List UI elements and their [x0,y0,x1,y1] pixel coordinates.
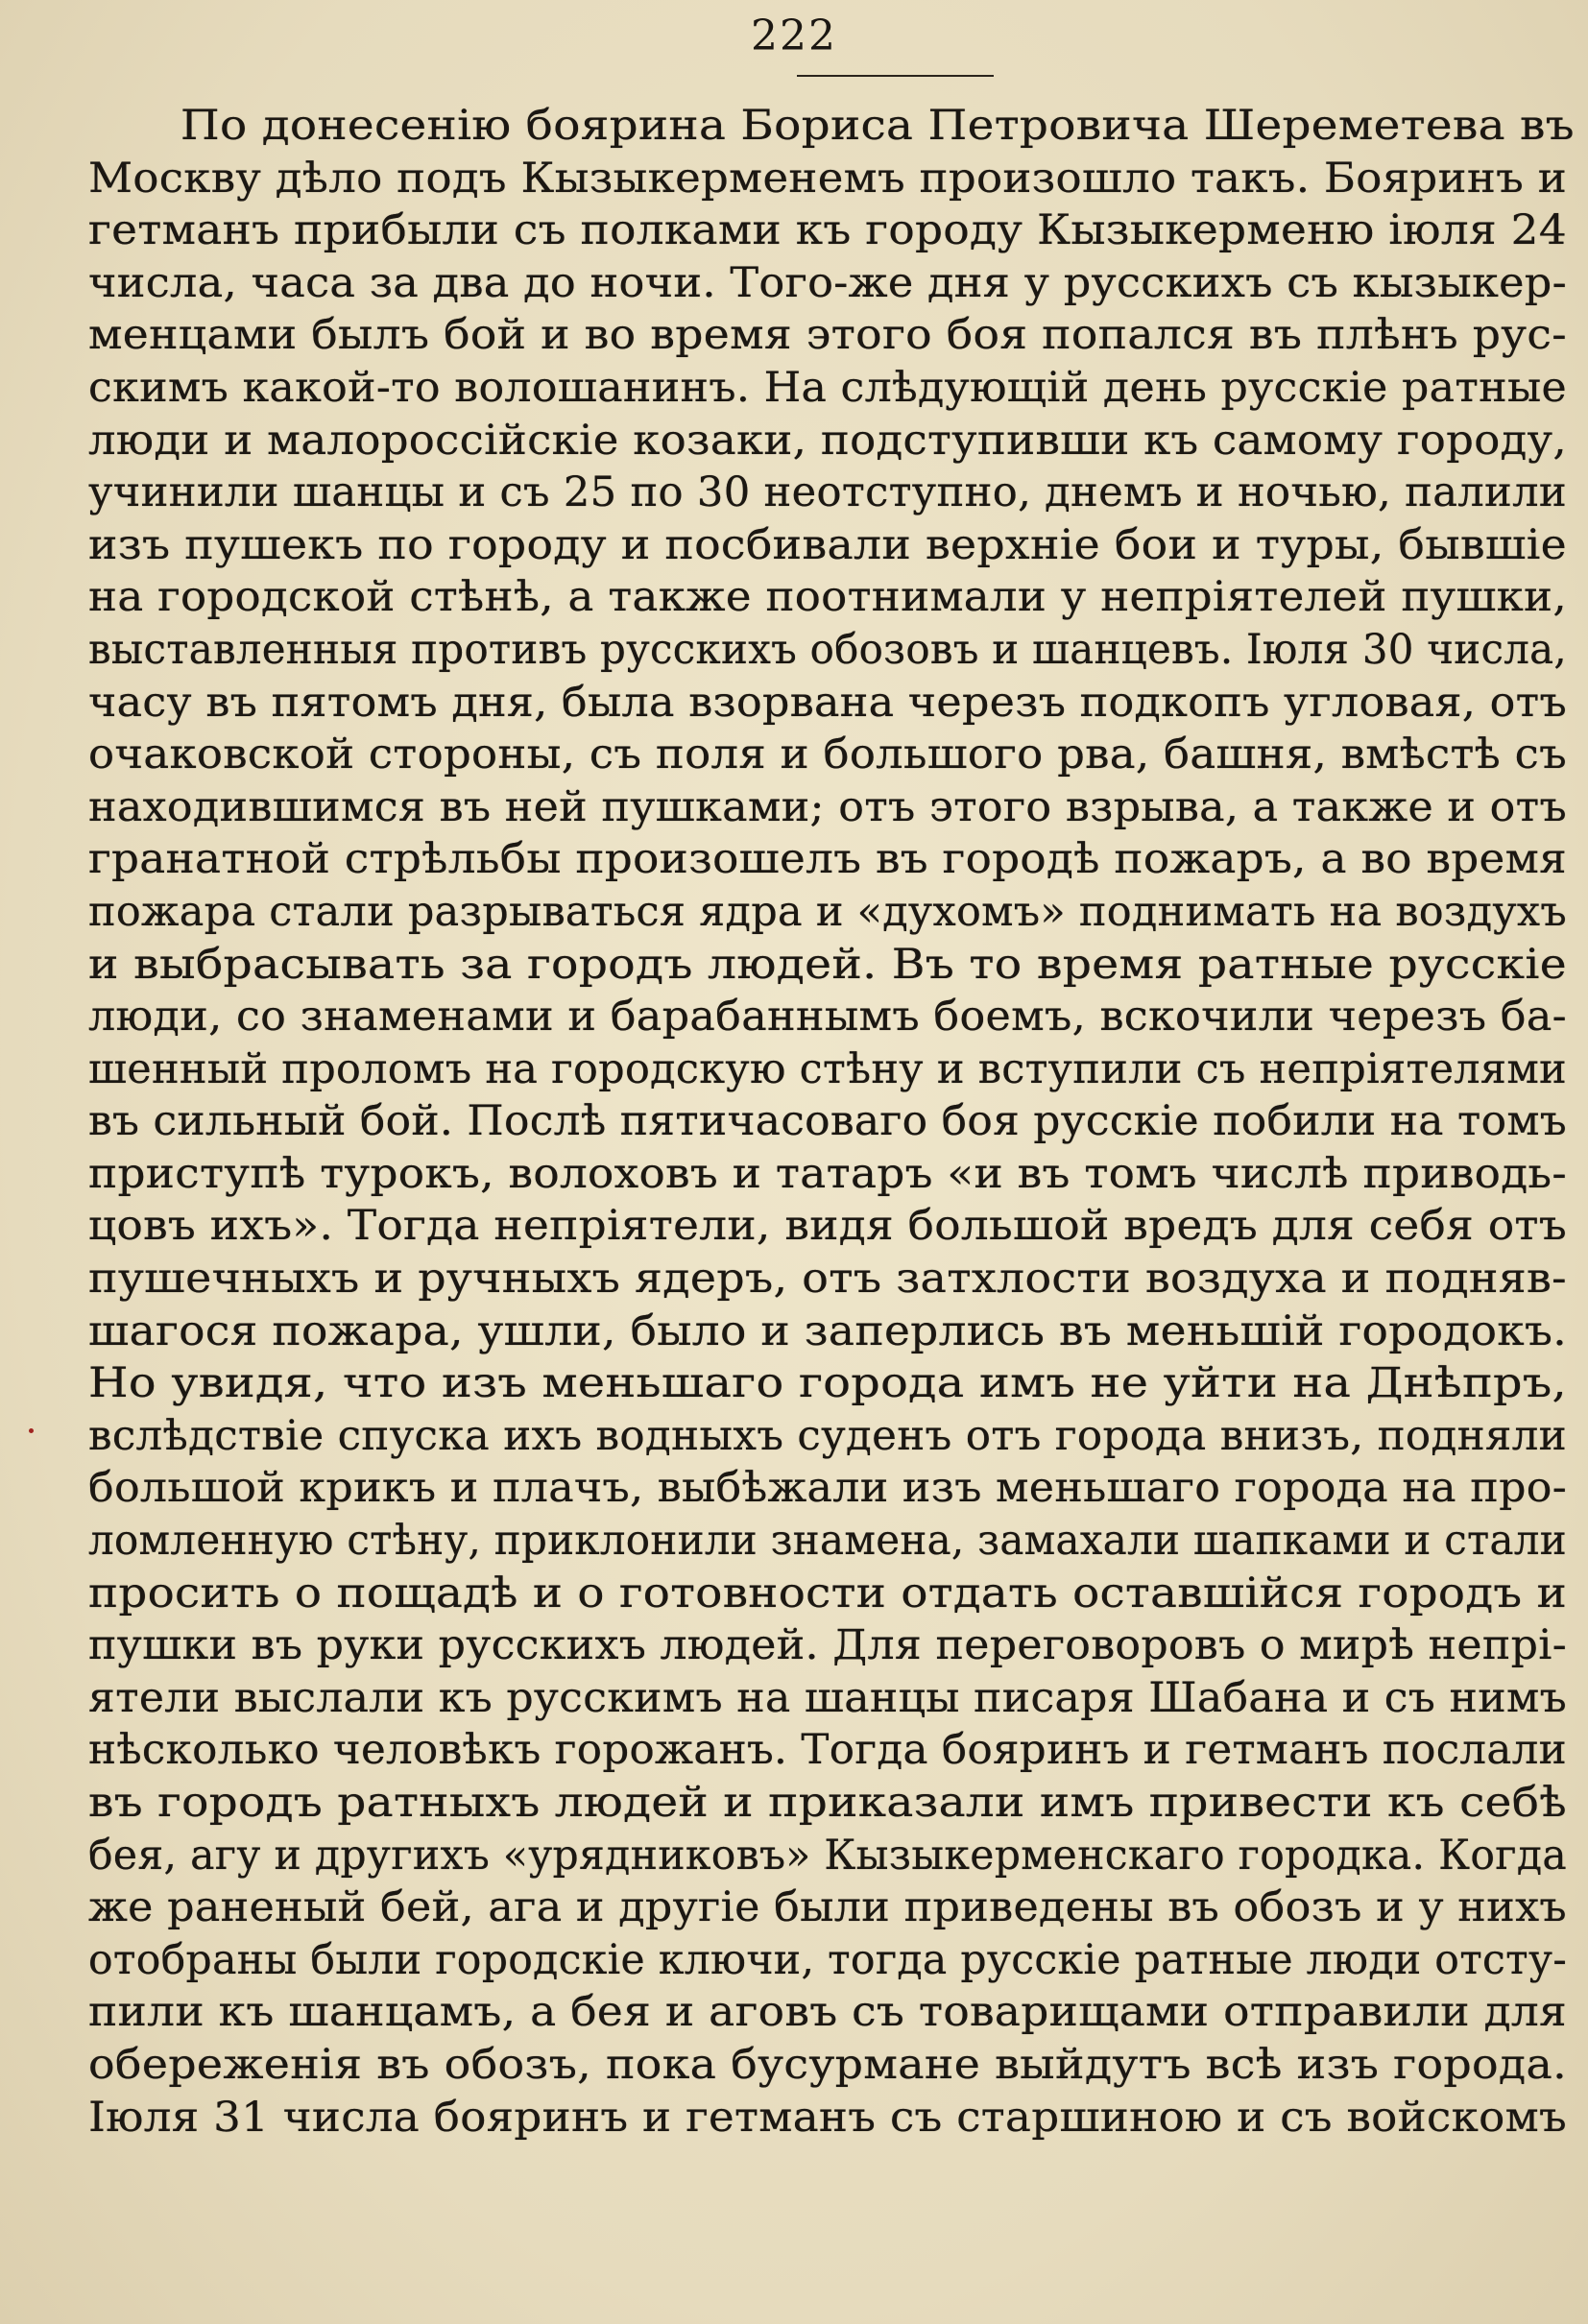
text-line: отобраны были городскіе ключи, тогда русскіе ратные люди отсту- [88,1935,1567,1984]
text-line: очаковской стороны, съ поля и большого рва, башня, вмѣстѣ съ [88,731,1568,779]
text-line: Іюля 31 числа бояринъ и гетманъ съ старшиною и съ войскомъ [88,2093,1567,2142]
text-line: приступѣ турокъ, волоховъ и татаръ «и въ томъ числѣ приводь- [88,1149,1568,1198]
text-line: обереженія въ обозъ, пока бусурмане выйдутъ всѣ изъ города. [88,2040,1567,2089]
text-line: въ сильный бой. Послѣ пятичасоваго боя русскіе побили на томъ [88,1097,1567,1146]
text-line: часу въ пятомъ дня, была взорвана черезъ подкопъ угловая, отъ [88,678,1567,727]
text-line: Москву дѣло подъ Кызыкерменемъ произошло такъ. Бояринъ и [88,154,1567,203]
text-line: пушечныхъ и ручныхъ ядеръ, отъ затхлости воздуха и подняв- [88,1255,1567,1304]
text-line: ломленную стѣну, приклонили знамена, замахали шапками и стали [88,1517,1567,1566]
text-line: люди, со знаменами и барабаннымъ боемъ, вскочили черезъ ба- [88,993,1567,1042]
text-line: вслѣдствіе спуска ихъ водныхъ суденъ отъ города внизъ, подняли [88,1411,1567,1460]
text-line: нѣсколько человѣкъ горожанъ. Тогда бояринъ и гетманъ послали [88,1726,1568,1775]
text-line: скимъ какой-то волошанинъ. На слѣдующій день русскіе ратные [88,363,1567,412]
text-line: гранатной стрѣльбы произошелъ въ городѣ пожаръ, а во время [88,835,1568,884]
text-line: же раненый бей, ага и другіе были приведены въ обозъ и у нихъ [88,1883,1568,1932]
text-line: шенный проломъ на городскую стѣну и вступили съ непріятелями [88,1044,1567,1093]
text-line: ятели выслали къ русскимъ на шанцы писаря Шабана и съ нимъ [88,1673,1567,1722]
body-text [88,100,1586,2144]
ink-speck [29,1428,34,1433]
text-line: люди и малороссійскіе козаки, подступивши къ самому городу, [88,416,1567,465]
text-line: пожара стали разрываться ядра и «духомъ» поднимать на воздухъ [88,887,1567,936]
text-line: большой крикъ и плачъ, выбѣжали изъ меньшаго города на про- [88,1464,1567,1513]
text-line: въ городъ ратныхъ людей и приказали имъ привести къ себѣ [88,1779,1567,1827]
text-line: находившимся въ ней пушками; отъ этого взрыва, а также и отъ [88,782,1567,831]
text-line: По донесенію боярина Бориса Петровича Шереметева въ [180,102,1575,150]
text-line: на городской стѣнѣ, а также поотнимали у непріятелей пушки, [88,573,1567,622]
text-line: менцами былъ бой и во время этого боя попался въ плѣнъ рус- [88,311,1568,360]
text-line: гетманъ прибыли съ полками къ городу Кызыкермeню іюля 24 [88,206,1567,255]
text-line: выставленныя противъ русскихъ обозовъ и шанцевъ. Іюля 30 числа, [88,625,1567,674]
text-line: пушки въ руки русскихъ людей. Для переговоровъ о мирѣ непрі- [88,1621,1567,1670]
header-rule [797,75,994,77]
text-line: Но увидя, что изъ меньшаго города имъ не уйти на Днѣпръ, [88,1359,1567,1408]
text-line: бея, агу и другихъ «урядниковъ» Кызыкерменскаго городка. Когда [88,1831,1567,1880]
page-number: 222 [751,12,837,60]
text-line: цовъ ихъ». Тогда непріятели, видя большой вредъ для себя отъ [88,1202,1567,1251]
text-line: пили къ шанцамъ, а бея и аговъ съ товарищами отправили для [88,1988,1567,2037]
text-line: изъ пушекъ по городу и посбивали верхніе бои и туры, бывшіе [88,520,1567,569]
text-line: и выбрасывать за городъ людей. Въ то время ратные русскіе [88,940,1567,989]
text-line: числа, часа за два до ночи. Того-же дня у русскихъ съ кызыкер- [88,258,1568,307]
text-line: просить о пощадѣ и о готовности отдать оставшійся городъ и [88,1569,1567,1617]
text-line: шагося пожара, ушли, было и заперлись въ меньшій городокъ. [88,1306,1567,1355]
text-line: учинили шанцы и съ 25 по 30 неотступно, днемъ и ночью, палили [88,468,1567,517]
